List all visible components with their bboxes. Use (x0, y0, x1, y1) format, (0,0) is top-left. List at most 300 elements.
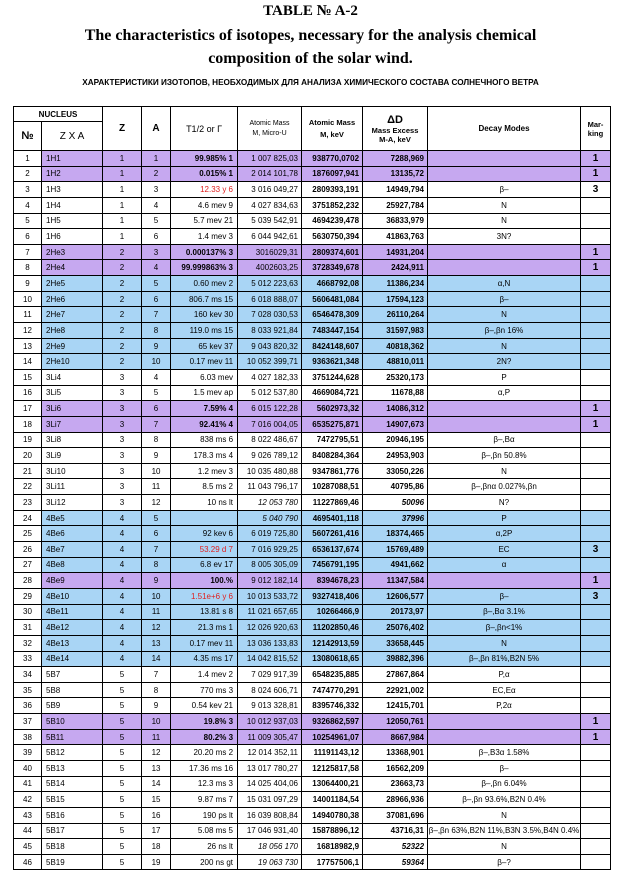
half-life-cell: 119.0 ms 15 (171, 323, 238, 339)
half-life-cell: 6.8 ev 17 (171, 557, 238, 573)
marking-cell (581, 776, 611, 792)
atomic-mass-u-cell: 11 009 305,47 (238, 729, 302, 745)
row-number: 5 (14, 213, 42, 229)
decay-modes-cell (428, 244, 581, 260)
nucleus-cell: 3Li12 (42, 495, 103, 511)
row-number: 19 (14, 432, 42, 448)
a-cell: 13 (142, 760, 171, 776)
row-number: 8 (14, 260, 42, 276)
marking-cell: 1 (581, 151, 611, 167)
a-cell: 10 (142, 588, 171, 604)
atomic-mass-u-cell: 14 042 815,52 (238, 651, 302, 667)
nucleus-cell: 1H4 (42, 197, 103, 213)
half-life-cell: 99.985% 1 (171, 151, 238, 167)
z-cell: 1 (103, 197, 142, 213)
decay-modes-cell: β– (428, 182, 581, 198)
half-life-cell: 200 ns gt (171, 854, 238, 870)
atomic-mass-u-cell: 10 052 399,71 (238, 354, 302, 370)
decay-modes-cell: β–,βn 16% (428, 323, 581, 339)
nucleus-cell: 4Be9 (42, 573, 103, 589)
atomic-mass-kev-cell: 7472795,51 (302, 432, 363, 448)
mass-excess-cell: 48810,011 (363, 354, 428, 370)
table-row (14, 479, 611, 495)
half-life-cell: 4.6 mev 9 (171, 197, 238, 213)
a-cell: 6 (142, 291, 171, 307)
mass-excess-cell: 20173,97 (363, 604, 428, 620)
half-life-cell: 9.87 ms 7 (171, 792, 238, 808)
table-row (14, 213, 611, 229)
z-cell: 5 (103, 698, 142, 714)
row-number: 15 (14, 369, 42, 385)
mass-excess-cell: 11347,584 (363, 573, 428, 589)
table-row (14, 151, 611, 167)
table-row (14, 620, 611, 636)
decay-modes-cell (428, 416, 581, 432)
mass-excess-cell: 33050,226 (363, 463, 428, 479)
nucleus-cell: 5B19 (42, 854, 103, 870)
atomic-mass-u-cell: 8 005 305,09 (238, 557, 302, 573)
table-row (14, 557, 611, 573)
atomic-mass-kev-cell: 2809393,191 (302, 182, 363, 198)
marking-cell (581, 229, 611, 245)
z-cell: 5 (103, 854, 142, 870)
half-life-cell: 1.5 mev ap (171, 385, 238, 401)
half-life-cell: 0.000137% 3 (171, 244, 238, 260)
atomic-mass-u-cell: 14 025 404,06 (238, 776, 302, 792)
mass-excess-cell: 12606,577 (363, 588, 428, 604)
header-mass-excess-unit: M-A, keV (379, 134, 411, 144)
atomic-mass-u-cell: 6 018 888,07 (238, 291, 302, 307)
mass-excess-cell: 39882,396 (363, 651, 428, 667)
decay-modes-cell: β–,βn 50.8% (428, 448, 581, 464)
row-number: 10 (14, 291, 42, 307)
z-cell: 2 (103, 291, 142, 307)
marking-cell: 1 (581, 416, 611, 432)
z-cell: 4 (103, 557, 142, 573)
z-cell: 3 (103, 369, 142, 385)
row-number: 6 (14, 229, 42, 245)
decay-modes-cell: N (428, 807, 581, 823)
z-cell: 5 (103, 823, 142, 839)
nucleus-cell: 2He10 (42, 354, 103, 370)
marking-cell (581, 291, 611, 307)
a-cell: 8 (142, 682, 171, 698)
z-cell: 5 (103, 714, 142, 730)
a-cell: 4 (142, 260, 171, 276)
half-life-cell: 4.35 ms 17 (171, 651, 238, 667)
z-cell: 1 (103, 229, 142, 245)
z-cell: 4 (103, 542, 142, 558)
decay-modes-cell: N (428, 463, 581, 479)
a-cell: 7 (142, 307, 171, 323)
atomic-mass-kev-cell: 13064400,21 (302, 776, 363, 792)
a-cell: 19 (142, 854, 171, 870)
mass-excess-cell: 2424,911 (363, 260, 428, 276)
a-cell: 5 (142, 213, 171, 229)
nucleus-cell: 5B12 (42, 745, 103, 761)
mass-excess-cell: 17594,123 (363, 291, 428, 307)
marking-cell: 1 (581, 729, 611, 745)
atomic-mass-kev-cell: 6535275,871 (302, 416, 363, 432)
header-atomic-mass-u-label: Atomic Mass (249, 120, 290, 127)
atomic-mass-kev-cell: 10266466,9 (302, 604, 363, 620)
row-number: 28 (14, 573, 42, 589)
atomic-mass-kev-cell: 3751852,232 (302, 197, 363, 213)
marking-cell (581, 495, 611, 511)
marking-cell (581, 479, 611, 495)
atomic-mass-kev-cell: 4669084,721 (302, 385, 363, 401)
nucleus-cell: 1H6 (42, 229, 103, 245)
marking-cell (581, 448, 611, 464)
half-life-cell: 26 ns lt (171, 839, 238, 855)
atomic-mass-u-cell: 7 029 917,39 (238, 667, 302, 683)
decay-modes-cell: EC (428, 542, 581, 558)
header-mass-excess-label: Mass Excess (371, 125, 419, 135)
decay-modes-cell: β–,βn 6.04% (428, 776, 581, 792)
table-row (14, 448, 611, 464)
table-row (14, 432, 611, 448)
row-number: 43 (14, 807, 42, 823)
header-atomic-mass-u (238, 107, 302, 151)
decay-modes-cell: P (428, 369, 581, 385)
a-cell: 15 (142, 792, 171, 808)
a-cell: 7 (142, 542, 171, 558)
mass-excess-cell: 12050,761 (363, 714, 428, 730)
marking-cell (581, 792, 611, 808)
atomic-mass-kev-cell: 7483447,154 (302, 323, 363, 339)
atomic-mass-kev-cell: 8394678,23 (302, 573, 363, 589)
a-cell: 9 (142, 448, 171, 464)
decay-modes-cell: P,α (428, 667, 581, 683)
row-number: 11 (14, 307, 42, 323)
atomic-mass-u-cell: 10 013 533,72 (238, 588, 302, 604)
z-cell: 3 (103, 416, 142, 432)
header-atomic-mass-kev-label: Atomic Mass (308, 118, 356, 127)
nucleus-cell: 5B15 (42, 792, 103, 808)
half-life-cell: 1.4 mev 3 (171, 229, 238, 245)
marking-cell (581, 385, 611, 401)
z-cell: 5 (103, 667, 142, 683)
atomic-mass-kev-cell: 3728349,678 (302, 260, 363, 276)
decay-modes-cell: N (428, 338, 581, 354)
marking-cell (581, 604, 611, 620)
atomic-mass-u-cell: 4002603,25 (238, 260, 302, 276)
table-row (14, 823, 611, 839)
atomic-mass-kev-cell: 9363621,348 (302, 354, 363, 370)
row-number: 21 (14, 463, 42, 479)
mass-excess-cell: 25320,173 (363, 369, 428, 385)
row-number: 17 (14, 401, 42, 417)
decay-modes-cell: β–,βn 93.6%,B2N 0.4% (428, 792, 581, 808)
nucleus-cell: 2He9 (42, 338, 103, 354)
atomic-mass-u-cell: 2 014 101,78 (238, 166, 302, 182)
marking-cell (581, 854, 611, 870)
z-cell: 5 (103, 745, 142, 761)
atomic-mass-kev-cell: 9327418,406 (302, 588, 363, 604)
a-cell: 10 (142, 714, 171, 730)
a-cell: 13 (142, 635, 171, 651)
a-cell: 6 (142, 526, 171, 542)
atomic-mass-kev-cell: 8424148,607 (302, 338, 363, 354)
marking-cell (581, 354, 611, 370)
atomic-mass-kev-cell: 1876097,941 (302, 166, 363, 182)
atomic-mass-kev-cell: 14001184,54 (302, 792, 363, 808)
half-life-cell: 190 ps lt (171, 807, 238, 823)
atomic-mass-kev-cell: 16818982,9 (302, 839, 363, 855)
header-marking: Mar-king (581, 107, 611, 151)
header-zxa: Z X A (42, 122, 103, 151)
mass-excess-cell: 50096 (363, 495, 428, 511)
row-number: 44 (14, 823, 42, 839)
mass-excess-cell: 11386,234 (363, 276, 428, 292)
atomic-mass-kev-cell: 10254961,07 (302, 729, 363, 745)
nucleus-cell: 2He4 (42, 260, 103, 276)
decay-modes-cell: P,2α (428, 698, 581, 714)
atomic-mass-u-cell: 5 040 790 (238, 510, 302, 526)
mass-excess-cell: 14086,312 (363, 401, 428, 417)
z-cell: 4 (103, 526, 142, 542)
row-number: 25 (14, 526, 42, 542)
marking-cell (581, 213, 611, 229)
table-row (14, 338, 611, 354)
a-cell: 9 (142, 698, 171, 714)
header-atomic-mass-kev-unit: M, keV (320, 130, 344, 139)
a-cell: 6 (142, 401, 171, 417)
marking-cell: 1 (581, 260, 611, 276)
table-row (14, 244, 611, 260)
marking-cell (581, 682, 611, 698)
row-number: 29 (14, 588, 42, 604)
mass-excess-cell: 59364 (363, 854, 428, 870)
table-row (14, 291, 611, 307)
nucleus-cell: 4Be13 (42, 635, 103, 651)
half-life-cell: 838 ms 6 (171, 432, 238, 448)
nucleus-cell: 5B9 (42, 698, 103, 714)
nucleus-cell: 4Be10 (42, 588, 103, 604)
a-cell: 14 (142, 651, 171, 667)
mass-excess-cell: 15769,489 (363, 542, 428, 558)
nucleus-cell: 2He8 (42, 323, 103, 339)
a-cell: 12 (142, 620, 171, 636)
table-row (14, 166, 611, 182)
half-life-cell: 1.4 mev 2 (171, 667, 238, 683)
decay-modes-cell: N (428, 307, 581, 323)
decay-modes-cell: β–,βnα 0.027%,βn (428, 479, 581, 495)
z-cell: 3 (103, 479, 142, 495)
table-row (14, 260, 611, 276)
atomic-mass-u-cell: 5 039 542,91 (238, 213, 302, 229)
z-cell: 2 (103, 276, 142, 292)
atomic-mass-u-cell: 9 012 182,14 (238, 573, 302, 589)
half-life-cell: 92.41% 4 (171, 416, 238, 432)
atomic-mass-u-cell: 18 056 170 (238, 839, 302, 855)
mass-excess-cell: 14949,794 (363, 182, 428, 198)
nucleus-cell: 4Be7 (42, 542, 103, 558)
mass-excess-cell: 13135,72 (363, 166, 428, 182)
russian-title: ХАРАКТЕРИСТИКИ ИЗОТОПОВ, НЕОБХОДИМЫХ ДЛЯ АНАЛИЗА ХИМИЧЕСКОГО СОСТАВА СОЛНЕЧНОГО ВЕТРА (82, 78, 539, 87)
nucleus-cell: 3Li4 (42, 369, 103, 385)
atomic-mass-u-cell: 17 046 931,40 (238, 823, 302, 839)
table-row (14, 463, 611, 479)
decay-modes-cell: α,P (428, 385, 581, 401)
atomic-mass-u-cell: 19 063 730 (238, 854, 302, 870)
nucleus-cell: 4Be14 (42, 651, 103, 667)
half-life-cell: 770 ms 3 (171, 682, 238, 698)
a-cell: 6 (142, 229, 171, 245)
a-cell: 11 (142, 479, 171, 495)
mass-excess-cell: 36833,979 (363, 213, 428, 229)
atomic-mass-kev-cell: 12125817,58 (302, 760, 363, 776)
half-life-cell: 21.3 ms 1 (171, 620, 238, 636)
table-row (14, 307, 611, 323)
table-row (14, 354, 611, 370)
decay-modes-cell: β–,Bα (428, 432, 581, 448)
mass-excess-cell: 25927,784 (363, 197, 428, 213)
mass-excess-cell: 25076,402 (363, 620, 428, 636)
row-number: 40 (14, 760, 42, 776)
decay-modes-cell: β–,βn<1% (428, 620, 581, 636)
mass-excess-cell: 43716,31 (363, 823, 428, 839)
header-z: Z (103, 107, 142, 151)
half-life-cell: 19.8% 3 (171, 714, 238, 730)
marking-cell (581, 823, 611, 839)
a-cell: 11 (142, 729, 171, 745)
nucleus-cell: 1H3 (42, 182, 103, 198)
atomic-mass-u-cell: 5 012 537,80 (238, 385, 302, 401)
english-title-line1: The characteristics of isotopes, necessary for the analysis chemical (84, 27, 537, 44)
a-cell: 8 (142, 323, 171, 339)
marking-cell (581, 197, 611, 213)
header-mass-excess (363, 107, 428, 151)
half-life-cell: 5.08 ms 5 (171, 823, 238, 839)
nucleus-cell: 1H5 (42, 213, 103, 229)
mass-excess-cell: 11678,88 (363, 385, 428, 401)
decay-modes-cell: α (428, 557, 581, 573)
atomic-mass-u-cell: 11 043 796,17 (238, 479, 302, 495)
table-row (14, 276, 611, 292)
decay-modes-cell: N (428, 839, 581, 855)
z-cell: 4 (103, 588, 142, 604)
z-cell: 2 (103, 323, 142, 339)
decay-modes-cell (428, 401, 581, 417)
isotope-table-body (14, 151, 611, 870)
header-a: A (142, 107, 171, 151)
decay-modes-cell (428, 260, 581, 276)
z-cell: 1 (103, 166, 142, 182)
row-number: 4 (14, 197, 42, 213)
header-number: № (14, 122, 42, 151)
row-number: 31 (14, 620, 42, 636)
a-cell: 8 (142, 432, 171, 448)
a-cell: 7 (142, 416, 171, 432)
header-delta: ΔD (387, 113, 403, 126)
mass-excess-cell: 20946,195 (363, 432, 428, 448)
atomic-mass-kev-cell: 12142913,59 (302, 635, 363, 651)
half-life-cell: 10 ns lt (171, 495, 238, 511)
z-cell: 3 (103, 448, 142, 464)
marking-cell (581, 510, 611, 526)
mass-excess-cell: 8667,984 (363, 729, 428, 745)
a-cell: 14 (142, 776, 171, 792)
atomic-mass-kev-cell: 17757506,1 (302, 854, 363, 870)
decay-modes-cell: α,2P (428, 526, 581, 542)
table-row (14, 714, 611, 730)
decay-modes-cell: β– (428, 760, 581, 776)
table-row (14, 729, 611, 745)
table-row (14, 416, 611, 432)
marking-cell (581, 276, 611, 292)
nucleus-cell: 1H1 (42, 151, 103, 167)
z-cell: 3 (103, 401, 142, 417)
mass-excess-cell: 33658,445 (363, 635, 428, 651)
marking-cell: 1 (581, 401, 611, 417)
half-life-cell: 92 kev 6 (171, 526, 238, 542)
a-cell: 17 (142, 823, 171, 839)
table-row (14, 588, 611, 604)
row-number: 2 (14, 166, 42, 182)
atomic-mass-kev-cell: 3751244,628 (302, 369, 363, 385)
half-life-cell: 65 kev 37 (171, 338, 238, 354)
z-cell: 1 (103, 182, 142, 198)
z-cell: 2 (103, 338, 142, 354)
table-row (14, 667, 611, 683)
a-cell: 4 (142, 369, 171, 385)
table-row (14, 401, 611, 417)
atomic-mass-u-cell: 10 035 480,88 (238, 463, 302, 479)
table-row (14, 760, 611, 776)
decay-modes-cell (428, 714, 581, 730)
z-cell: 5 (103, 807, 142, 823)
row-number: 46 (14, 854, 42, 870)
header-decay-modes: Decay Modes (428, 107, 581, 151)
row-number: 20 (14, 448, 42, 464)
table-row (14, 839, 611, 855)
z-cell: 2 (103, 307, 142, 323)
decay-modes-cell (428, 151, 581, 167)
marking-cell: 1 (581, 573, 611, 589)
atomic-mass-u-cell: 12 026 920,63 (238, 620, 302, 636)
row-number: 41 (14, 776, 42, 792)
half-life-cell: 12.33 y 6 (171, 182, 238, 198)
atomic-mass-u-cell: 6 015 122,28 (238, 401, 302, 417)
atomic-mass-u-cell: 12 014 352,11 (238, 745, 302, 761)
z-cell: 1 (103, 213, 142, 229)
decay-modes-cell: β– (428, 291, 581, 307)
marking-cell (581, 760, 611, 776)
row-number: 18 (14, 416, 42, 432)
mass-excess-cell: 12415,701 (363, 698, 428, 714)
row-number: 22 (14, 479, 42, 495)
table-row (14, 229, 611, 245)
atomic-mass-u-cell: 8 033 921,84 (238, 323, 302, 339)
nucleus-cell: 3Li8 (42, 432, 103, 448)
marking-cell: 1 (581, 244, 611, 260)
half-life-cell: 7.59% 4 (171, 401, 238, 417)
nucleus-cell: 5B7 (42, 667, 103, 683)
atomic-mass-kev-cell: 10287088,51 (302, 479, 363, 495)
row-number: 36 (14, 698, 42, 714)
row-number: 26 (14, 542, 42, 558)
atomic-mass-u-cell: 8 022 486,67 (238, 432, 302, 448)
a-cell: 9 (142, 573, 171, 589)
atomic-mass-kev-cell: 938770,0702 (302, 151, 363, 167)
decay-modes-cell: β–? (428, 854, 581, 870)
table-row (14, 385, 611, 401)
decay-modes-cell: β–,Bα 3.1% (428, 604, 581, 620)
atomic-mass-kev-cell: 5606481,084 (302, 291, 363, 307)
mass-excess-cell: 24953,903 (363, 448, 428, 464)
z-cell: 5 (103, 760, 142, 776)
